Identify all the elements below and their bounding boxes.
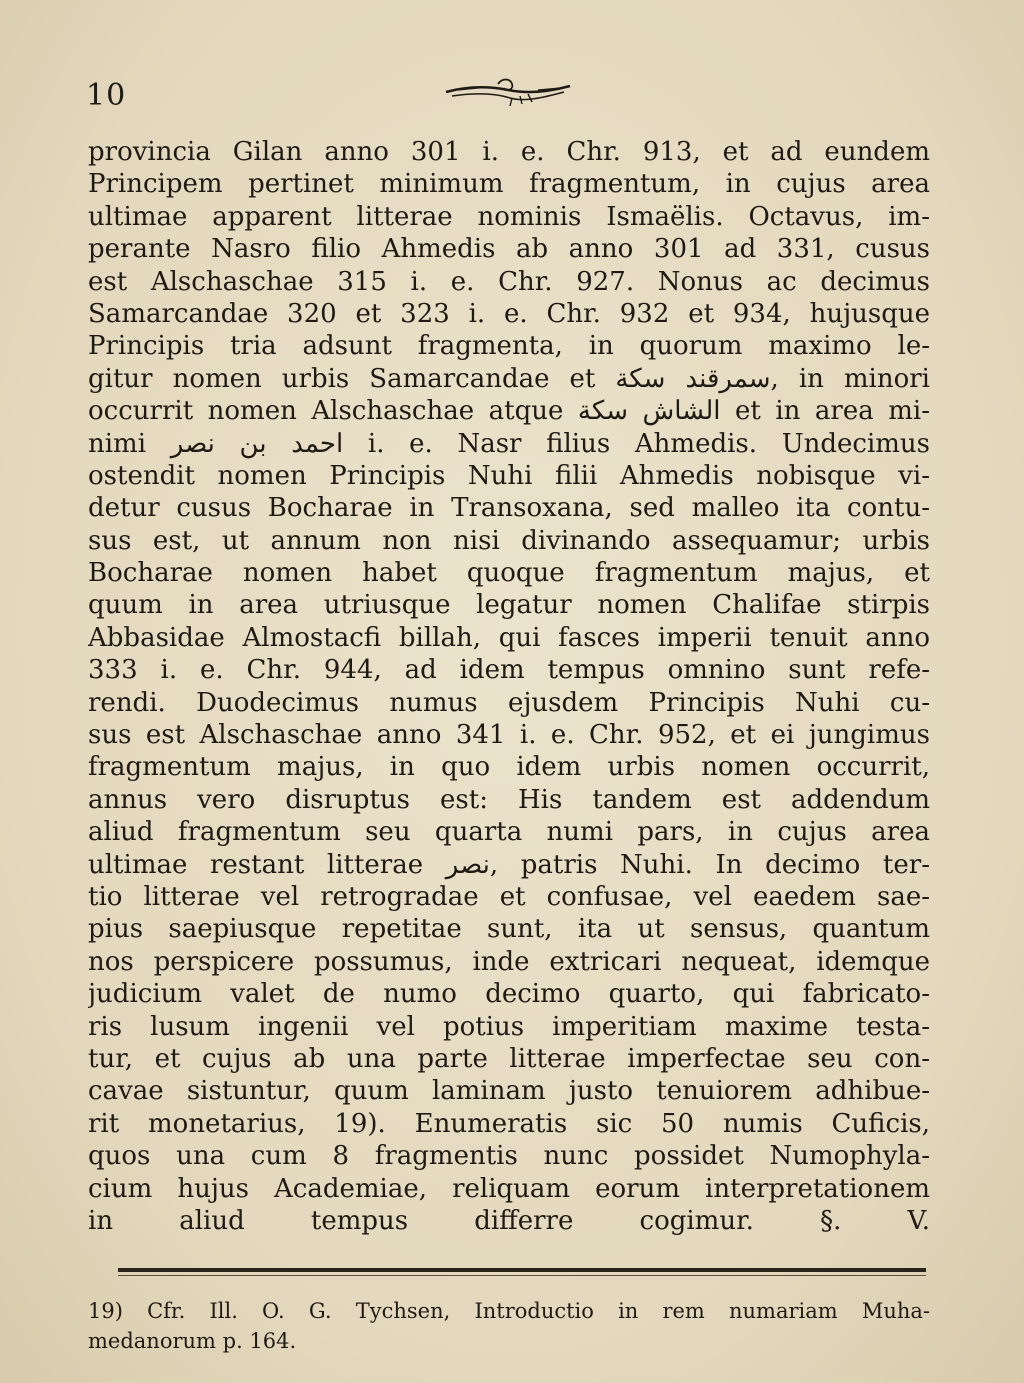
text-line: aliud fragmentum seu quarta numi pars, in cujus area <box>88 817 930 848</box>
text-line: tio litterae vel retrogradae et confusae, vel eaedem sae- <box>88 881 930 912</box>
text-line: fragmentum majus, in quo idem urbis nomen occurrit, <box>88 752 930 783</box>
text-line: tur, et cujus ab una parte litterae imperfectae seu con- <box>88 1043 930 1074</box>
text-line: Bocharae nomen habet quoque fragmentum majus, et <box>88 558 930 589</box>
text-line: nos perspicere possumus, inde extricari nequeat, idemque <box>88 946 930 977</box>
text-line: occurrit nomen Alschaschae atque الشاش سكة et in area mi- <box>88 396 930 427</box>
text-line: Samarcandae 320 et 323 i. e. Chr. 932 et 934, hujusque <box>88 298 930 329</box>
footnote-line: 19) Cfr. Ill. O. G. Tychsen, Introductio in rem numariam Muha- <box>88 1299 930 1323</box>
text-line: detur cusus Bocharae in Transoxana, sed malleo ita contu- <box>88 493 930 524</box>
text-line: rendi. Duodecimus numus ejusdem Principis Nuhi cu- <box>88 687 930 718</box>
text-line: ultimae apparent litterae nominis Ismaëlis. Octavus, im- <box>88 201 930 232</box>
text-line: quos una cum 8 fragmentis nunc possidet Numophyla- <box>88 1141 930 1172</box>
text-line: gitur nomen urbis Samarcandae et سمرقند سكة, in minori <box>88 363 930 394</box>
text-line: judicium valet de numo decimo quarto, qui fabricato- <box>88 979 930 1010</box>
text-line: pius saepiusque repetitae sunt, ita ut sensus, quantum <box>88 914 930 945</box>
text-line: ostendit nomen Principis Nuhi filii Ahmedis nobisque vi- <box>88 460 930 491</box>
text-line: quum in area utriusque legatur nomen Chalifae stirpis <box>88 590 930 621</box>
ornament-flourish-icon <box>438 70 578 108</box>
text-line: nimi احمد بن نصر i. e. Nasr filius Ahmedis. Undecimus <box>88 428 930 459</box>
text-line: cium hujus Academiae, reliquam eorum interpretationem <box>88 1173 930 1204</box>
text-line: Principis tria adsunt fragmenta, in quorum maximo le- <box>88 331 930 362</box>
text-line: rit monetarius, 19). Enumeratis sic 50 numis Cuficis, <box>88 1108 930 1139</box>
footnote-divider <box>118 1268 926 1272</box>
main-text <box>88 136 930 1237</box>
text-line: provincia Gilan anno 301 i. e. Chr. 913, et ad eundem <box>88 137 930 167</box>
footnote <box>88 1296 930 1356</box>
text-line: sus est Alschaschae anno 341 i. e. Chr. 952, et ei jungimus <box>88 720 930 751</box>
text-line: cavae sistuntur, quum laminam justo tenuiorem adhibue- <box>88 1076 930 1107</box>
text-line: Abbasidae Almostacfi billah, qui fasces imperii tenuit anno <box>88 622 930 653</box>
text-line: annus vero disruptus est: His tandem est addendum <box>88 784 930 815</box>
footnote-line: medanorum p. 164. <box>88 1329 297 1353</box>
text-line: est Alschaschae 315 i. e. Chr. 927. Nonus ac decimus <box>88 266 930 297</box>
page-number: 10 <box>86 78 127 113</box>
text-line: sus est, ut annum non nisi divinando assequamur; urbis <box>88 525 930 556</box>
text-line: ris lusum ingenii vel potius imperitiam maxime testa- <box>88 1011 930 1042</box>
text-line: 333 i. e. Chr. 944, ad idem tempus omnino sunt refe- <box>88 655 930 686</box>
text-line: Principem pertinet minimum fragmentum, in cujus area <box>88 169 930 200</box>
footnote-divider-thin <box>118 1275 926 1276</box>
text-line: ultimae restant litterae نصر, patris Nuhi. In decimo ter- <box>88 849 930 880</box>
text-line-with-section-mark: in aliud tempus differre cogimur. §. V. <box>88 1205 930 1236</box>
text-line: perante Nasro filio Ahmedis ab anno 301 ad 331, cusus <box>88 234 930 265</box>
